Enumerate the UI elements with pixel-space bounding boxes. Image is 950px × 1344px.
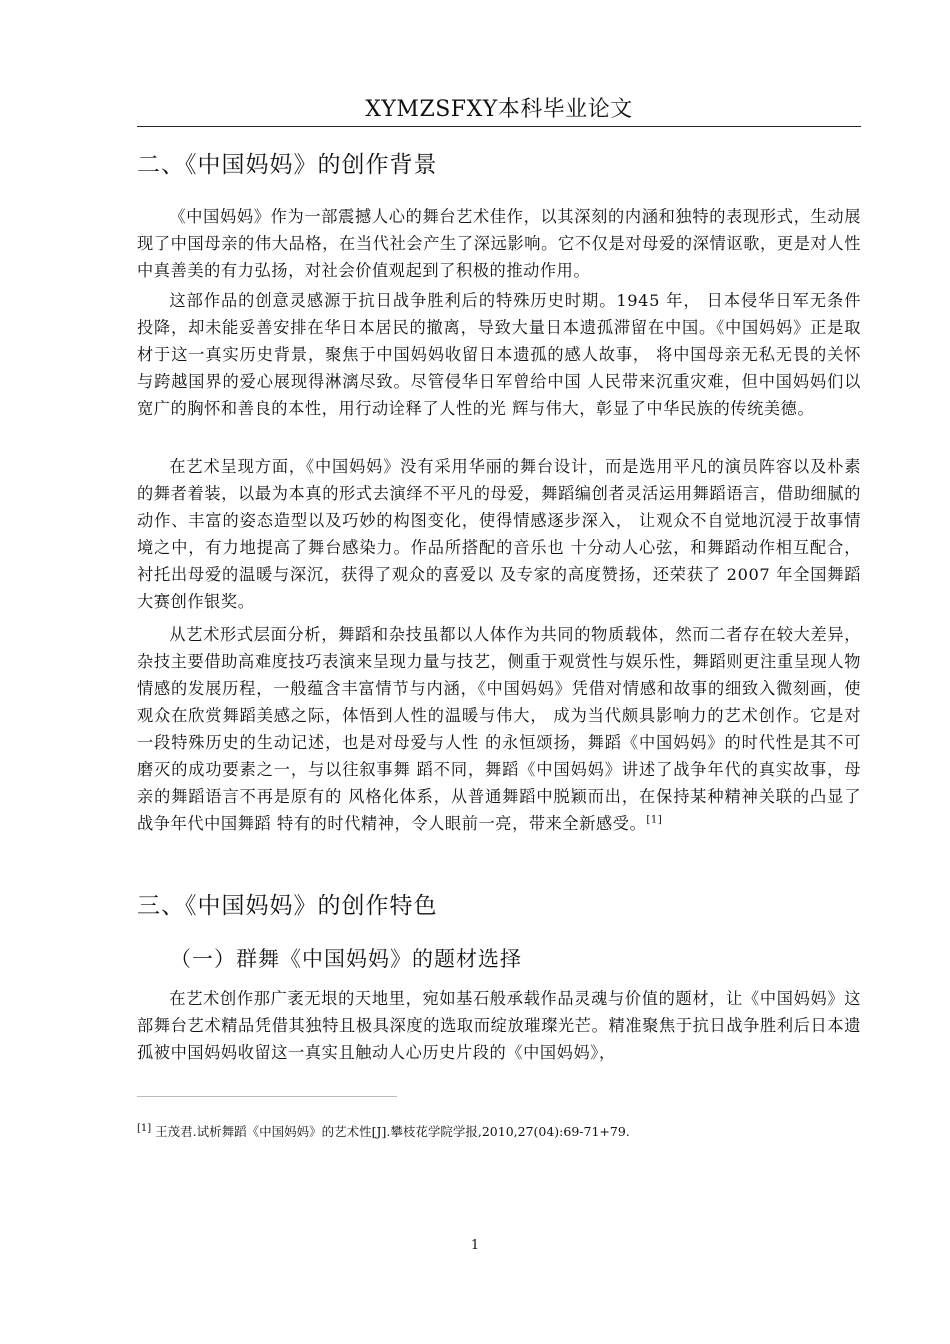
footnote-text: 王茂君.试析舞蹈《中国妈妈》的艺术性[J].攀枝花学院学报,2010,27(04):69-71+79.: [151, 1124, 630, 1139]
paragraph-4-text: 从艺术形式层面分析，舞蹈和杂技虽都以人体作为共同的物质载体，然而二者存在较大差异，杂技主要借助高难度技巧表演来呈现力量与技艺，侧重于观赏性与娱乐性，舞蹈则更注重呈现人物情感的发展历程，一般蕴含丰富情节与内涵，《中国妈妈》凭借对情感和故事的细致入微刻画，使观众在欣赏舞蹈美感之际，体悟到人性的温暖与伟大， 成为当代颇具影响力的艺术创作。它是对一段特殊历史的生动记述，也是对母爱与人性 的永恒颂扬，舞蹈《中国妈妈》的时代性是其不可磨灭的成功要素之一，与以往叙事舞 蹈不同，舞蹈《中国妈妈》讲述了战争年代的真实故事，母亲的舞蹈语言不再是原有的 风格化体系，从普通舞蹈中脱颖而出，在保持某种精神关联的凸显了战争年代中国舞蹈 特有的时代精神，令人眼前一亮，带来全新感受。: [137, 625, 861, 833]
section-2-paragraph-2: 这部作品的创意灵感源于抗日战争胜利后的特殊历史时期。1945 年， 日本侵华日军无条件投降，却未能妥善安排在华日本居民的撤离，导致大量日本遗孤滞留在中国。《中国妈妈》正是取材于这一真实历史背景，聚焦于中国妈妈收留日本遗孤的感人故事， 将中国母亲无私无畏的关怀与跨越国界的爱心展现得淋漓尽致。尽管侵华日军曾给中国 人民带来沉重灾难，但中国妈妈们以宽广的胸怀和善良的本性，用行动诠释了人性的光 辉与伟大，彰显了中华民族的传统美德。: [137, 291, 861, 418]
footnote-divider: [137, 1096, 397, 1097]
section-3-heading: 三、《中国妈妈》的创作特色: [137, 893, 438, 919]
page-header-title: XYMZSFXY本科毕业论文: [365, 97, 633, 122]
subsection-1-heading: （一）群舞《中国妈妈》的题材选择: [170, 947, 522, 971]
section-2-paragraph-1: 《中国妈妈》作为一部震撼人心的舞台艺术佳作，以其深刻的内涵和独特的表现形式，生动展现了中国母亲的伟大品格，在当代社会产生了深远影响。它不仅是对母爱的深情讴歌，更是对人性中真善美的有力弘扬，对社会价值观起到了积极的推动作用。: [137, 207, 861, 280]
footnote-marker: [1]: [137, 1122, 152, 1134]
section-2-paragraph-3: 在艺术呈现方面，《中国妈妈》没有采用华丽的舞台设计，而是选用平凡的演员阵容以及朴素的舞者着装，以最为本真的形式去演绎不平凡的母爱，舞蹈编创者灵活运用舞蹈语言，借助细腻的动作、丰富的姿态造型以及巧妙的构图变化，使得情感逐步深入， 让观众不自觉地沉浸于故事情境之中，有力地提高了舞台感染力。作品所搭配的音乐也 十分动人心弦，和舞蹈动作相互配合，衬托出母爱的温暖与深沉，获得了观众的喜爱以 及专家的高度赞扬，还荣获了 2007 年全国舞蹈大赛创作银奖。: [137, 457, 861, 611]
page-number: 1: [470, 1238, 480, 1253]
header-divider: [137, 126, 861, 127]
citation-marker: [1]: [646, 814, 663, 826]
footnote: [137, 1123, 861, 1141]
section-2-paragraph-4: [137, 621, 861, 837]
section-3-paragraph-1: 在艺术创作那广袤无垠的天地里，宛如基石般承载作品灵魂与价值的题材，让《中国妈妈》这部舞台艺术精品凭借其独特且极具深度的选取而绽放璀璨光芒。精准聚焦于抗日战争胜利后日本遗孤被中国妈妈收留这一真实且触动人心历史片段的《中国妈妈》，: [137, 989, 861, 1062]
section-2-heading: 二、《中国妈妈》的创作背景: [137, 152, 438, 178]
